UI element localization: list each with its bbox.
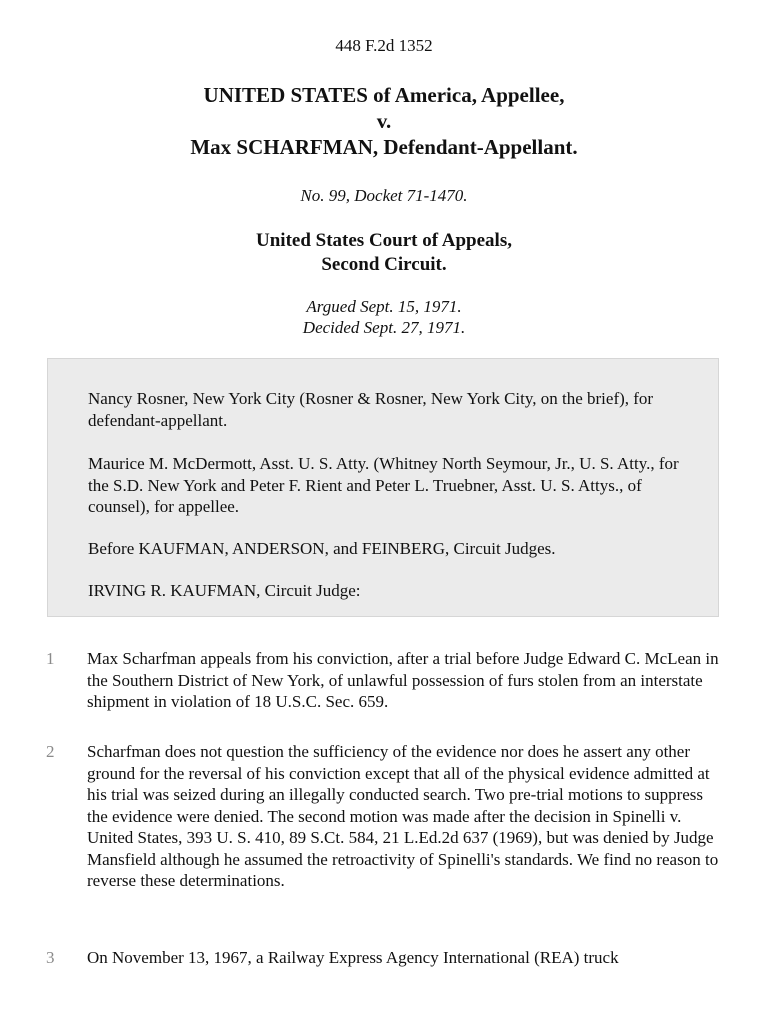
- paragraph-text: On November 13, 1967, a Railway Express Agency International (REA) truck: [87, 948, 619, 967]
- court-name: [0, 229, 768, 277]
- paragraph-number: 1: [46, 649, 55, 668]
- caption-versus: v.: [376, 109, 392, 133]
- opinion-author: IRVING R. KAUFMAN, Circuit Judge:: [88, 581, 361, 600]
- case-citation: 448 F.2d 1352: [335, 36, 433, 55]
- paragraph-number: 3: [46, 948, 55, 967]
- court-name-line1: United States Court of Appeals,: [256, 230, 512, 251]
- counsel-appellee: Maurice M. McDermott, Asst. U. S. Atty. (Whitney North Seymour, Jr., U. S. Atty., for the S.D. New York and Peter F. Rient and Peter L. Truebner, Asst. U. S. Attys., of counsel), for appellee.: [88, 454, 679, 516]
- paragraph-text: Max Scharfman appeals from his conviction, after a trial before Judge Edward C. McLean in the Southern District of New York, of unlawful possession of furs stolen from an interstate shipment in violation of 18 U.S.C. Sec. 659.: [87, 649, 719, 711]
- decided-date: Decided Sept. 27, 1971.: [302, 318, 466, 337]
- case-caption: [0, 82, 768, 160]
- paragraph-number: 2: [46, 742, 55, 761]
- caption-appellant: Max SCHARFMAN, Defendant-Appellant.: [190, 135, 578, 159]
- case-dates: [0, 296, 768, 338]
- docket-number: No. 99, Docket 71-1470.: [300, 186, 468, 205]
- panel-judges: Before KAUFMAN, ANDERSON, and FEINBERG, Circuit Judges.: [88, 539, 556, 558]
- caption-appellee: UNITED STATES of America, Appellee,: [203, 83, 565, 107]
- headnote-box: [47, 358, 719, 617]
- counsel-defendant: Nancy Rosner, New York City (Rosner & Rosner, New York City, on the brief), for defendant-appellant.: [88, 389, 654, 430]
- paragraph-text: Scharfman does not question the sufficiency of the evidence nor does he assert any other ground for the reversal of his conviction except that all of the physical evidence admitted at his trial was seized during an illegally conducted search. Two pre-trial motions to suppress the evidence were denied. The second motion was made after the decision in Spinelli v. United States, 393 U. S. 410, 89 S.Ct. 584, 21 L.Ed.2d 637 (1969), but was denied by Judge Mansfield although he assumed the retroactivity of Spinelli's standards. We find no reason to reverse these determinations.: [87, 742, 719, 890]
- court-name-line2: Second Circuit.: [321, 254, 447, 275]
- argued-date: Argued Sept. 15, 1971.: [306, 297, 462, 316]
